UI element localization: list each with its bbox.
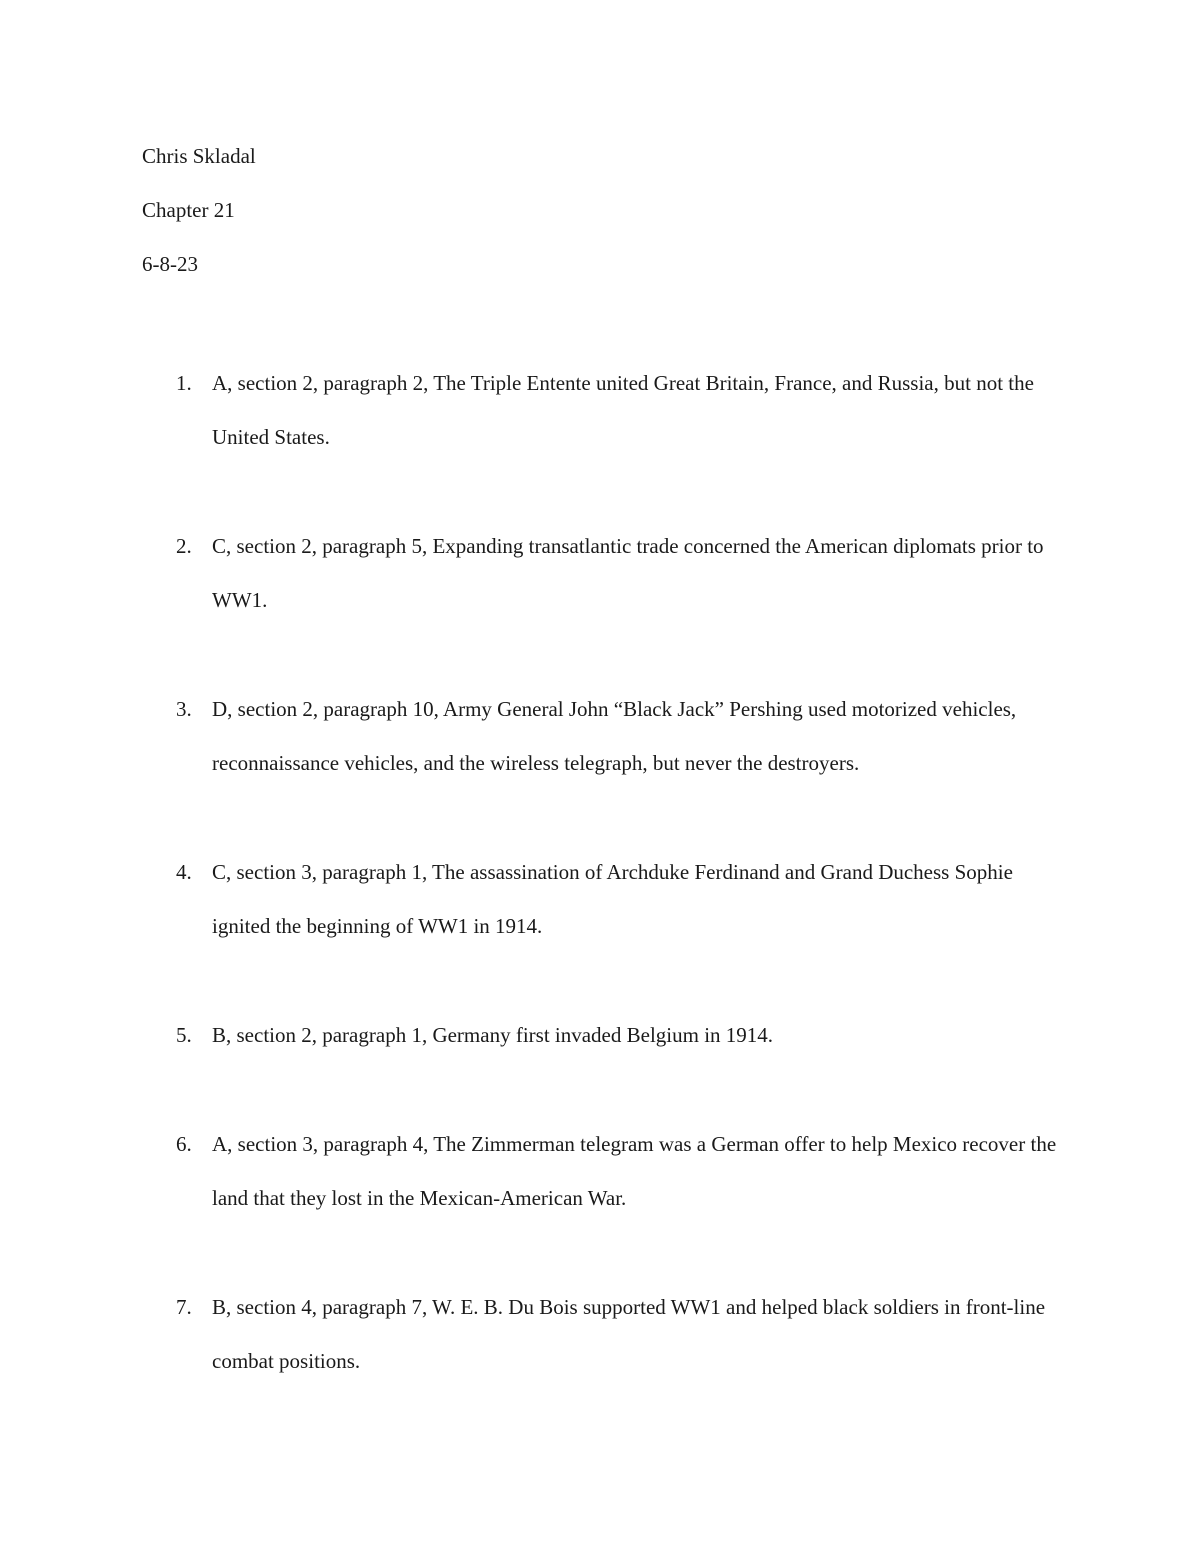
list-number: 7. bbox=[176, 1295, 192, 1319]
document-date: 6-8-23 bbox=[142, 252, 198, 276]
answer-text: D, section 2, paragraph 10, Army General John “Black Jack” Pershing used motorized vehicles, reconnaissance vehicles, and the wireless telegraph, but never the destroyers. bbox=[212, 697, 1017, 775]
list-number: 1. bbox=[176, 371, 192, 395]
answer-list bbox=[142, 356, 1062, 1443]
list-number: 3. bbox=[176, 697, 192, 721]
list-number: 5. bbox=[176, 1023, 192, 1047]
list-item bbox=[142, 356, 1062, 464]
answer-text: A, section 2, paragraph 2, The Triple Entente united Great Britain, France, and Russia, but not the United States. bbox=[212, 371, 1034, 449]
answer-text: C, section 3, paragraph 1, The assassination of Archduke Ferdinand and Grand Duchess Sophie ignited the beginning of WW1 in 1914. bbox=[212, 860, 1013, 938]
list-item bbox=[142, 682, 1062, 790]
list-item bbox=[142, 845, 1062, 953]
answer-text: C, section 2, paragraph 5, Expanding transatlantic trade concerned the American diplomats prior to WW1. bbox=[212, 534, 1044, 612]
author-name: Chris Skladal bbox=[142, 144, 256, 168]
answer-text: A, section 3, paragraph 4, The Zimmerman telegram was a German offer to help Mexico recover the land that they lost in the Mexican-American War. bbox=[212, 1132, 1057, 1210]
list-item bbox=[142, 1008, 1062, 1062]
list-item bbox=[142, 519, 1062, 627]
list-number: 6. bbox=[176, 1132, 192, 1156]
list-item bbox=[142, 1280, 1062, 1388]
list-item bbox=[142, 1117, 1062, 1225]
list-number: 4. bbox=[176, 860, 192, 884]
chapter-label: Chapter 21 bbox=[142, 198, 235, 222]
answer-text: B, section 4, paragraph 7, W. E. B. Du Bois supported WW1 and helped black soldiers in front-line combat positions. bbox=[212, 1295, 1046, 1373]
list-number: 2. bbox=[176, 534, 192, 558]
answer-text: B, section 2, paragraph 1, Germany first invaded Belgium in 1914. bbox=[212, 1023, 774, 1047]
